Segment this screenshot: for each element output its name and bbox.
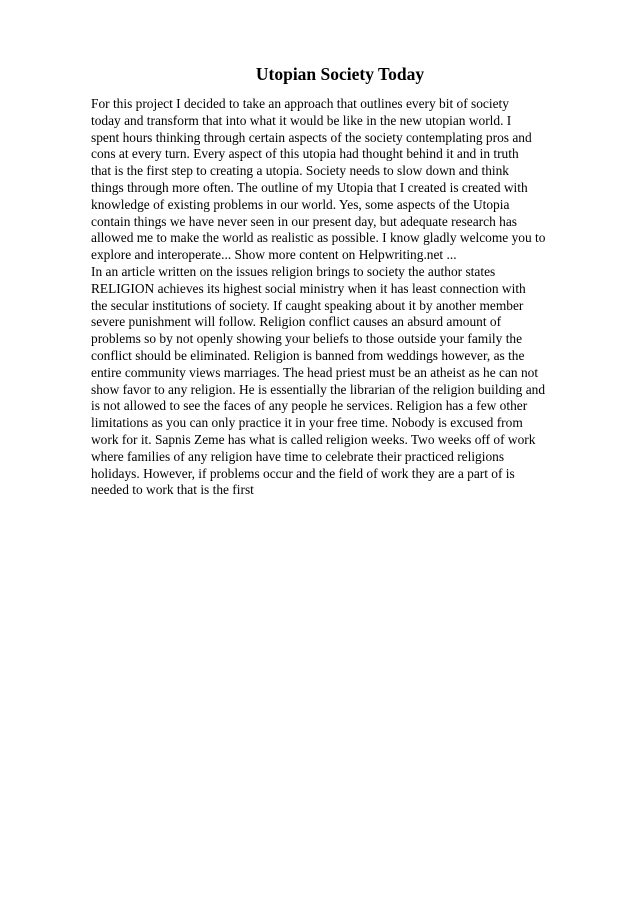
text-line: where families of any religion have time to celebrate their practiced religions: [91, 448, 505, 464]
page-title: Utopian Society Today: [255, 64, 425, 84]
text-line: severe punishment will follow. Religion conflict causes an absurd amount of: [91, 314, 502, 330]
text-line: For this project I decided to take an approach that outlines every bit of society: [91, 96, 509, 111]
text-line: show favor to any religion. He is essentially the librarian of the religion building and: [91, 381, 546, 397]
text-line: contain things we have never seen in our present day, but adequate research has: [91, 213, 517, 229]
text-line: cons at every turn. Every aspect of this utopia had thought behind it and in truth: [91, 146, 519, 162]
text-line: conflict should be eliminated. Religion is banned from weddings however, as the: [91, 347, 525, 363]
text-line: In an article written on the issues religion brings to society the author states: [91, 263, 496, 279]
text-line: RELIGION achieves its highest social ministry when it has least connection with: [91, 280, 526, 296]
text-line: holidays. However, if problems occur and the field of work they are a part of is: [91, 465, 515, 481]
text-line: allowed me to make the world as realistic as possible. I know gladly welcome you to: [91, 230, 546, 246]
text-line: the secular institutions of society. If caught speaking about it by another member: [91, 297, 524, 313]
text-line: is not allowed to see the faces of any people he services. Religion has a few other: [91, 398, 528, 414]
text-line: entire community views marriages. The head priest must be an atheist as he can not: [91, 364, 539, 380]
text-line: problems so by not openly showing your beliefs to those outside your family the: [91, 331, 523, 347]
text-line: things through more often. The outline of my Utopia that I created is created with: [91, 179, 528, 195]
text-line: work for it. Sapnis Zeme has what is called religion weeks. Two weeks off of work: [91, 431, 536, 447]
text-line: needed to work that is the first: [91, 482, 254, 498]
body-text: [91, 96, 591, 499]
text-line: limitations as you can only practice it in your free time. Nobody is excused from: [91, 415, 523, 431]
text-line: explore and interoperate... Show more content on Helpwriting.net ...: [91, 247, 457, 263]
text-line: today and transform that into what it would be like in the new utopian world. I: [91, 112, 512, 128]
text-line: knowledge of existing problems in our world. Yes, some aspects of the Utopia: [91, 196, 510, 212]
text-line: spent hours thinking through certain aspects of the society contemplating pros and: [91, 129, 532, 145]
text-line: that is the first step to creating a utopia. Society needs to slow down and think: [91, 163, 510, 179]
